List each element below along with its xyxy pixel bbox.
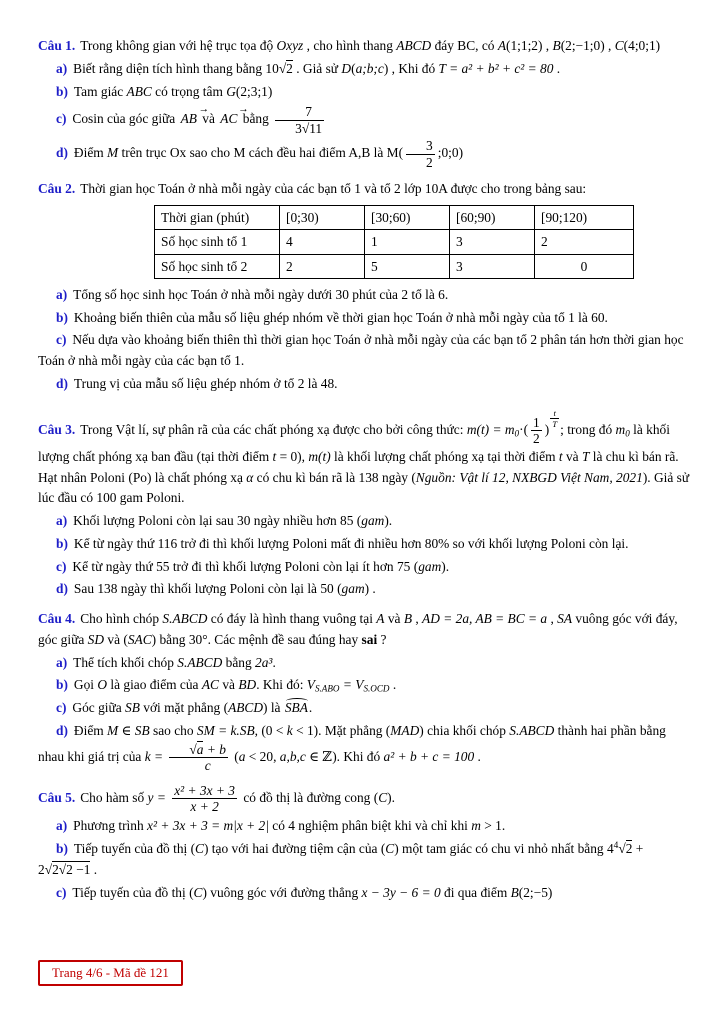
question-2-item-c-text: Nếu dựa vào khoảng biến thiên thì thời gian học Toán ở nhà mỗi ngày của các bạn tổ 2 phân tán hơn thời gian học Toán ở nhà mỗi ngày của các bạn tổ 1. (38, 332, 684, 369)
question-2-item-b-label: b) (56, 309, 68, 325)
question-4 (38, 609, 691, 773)
table-cell: 3 (450, 254, 535, 278)
question-1-item-d (38, 138, 691, 170)
table-cell: 0 (535, 254, 634, 278)
question-5-item-c-text: Tiếp tuyến của đồ thị (C) vuông góc với đường thẳng x − 3y − 6 = 0 đi qua điểm B(2;−5) (72, 884, 553, 900)
question-2-item-a (38, 285, 691, 306)
question-2-intro-text: Thời gian học Toán ở nhà mỗi ngày của các bạn tổ 1 và tổ 2 lớp 10A được cho trong bảng sau: (80, 180, 587, 196)
question-3-item-d-text: Sau 138 ngày thì khối lượng Poloni còn lại là 50 (gam) . (73, 581, 376, 597)
question-4-number: Câu 4. (38, 611, 76, 627)
question-4-item-d-label: d) (56, 723, 68, 739)
table-cell: 5 (365, 254, 450, 278)
question-1-item-a-text: Biết rằng diện tích hình thang bằng 10√2 . Giả sử D(a;b;c) , Khi đó T = a² + b² + c² = 80 . (73, 60, 561, 76)
question-1-header (38, 36, 691, 57)
table-cell: 2 (280, 254, 365, 278)
question-5-item-a-label: a) (56, 818, 68, 834)
question-4-header (38, 609, 691, 651)
question-4-item-c-label: c) (56, 700, 67, 716)
question-1-item-a (38, 59, 691, 80)
question-1-item-c-label: c) (56, 111, 67, 127)
question-2-item-d (38, 374, 691, 395)
question-2 (38, 179, 691, 395)
question-2-item-a-label: a) (56, 286, 68, 302)
question-5-item-b (38, 839, 691, 881)
question-5-item-a-text: Phương trình x² + 3x + 3 = m|x + 2| có 4 nghiệm phân biệt khi và chỉ khi m > 1. (73, 818, 506, 834)
table-row (155, 230, 634, 254)
question-5-number: Câu 5. (38, 789, 76, 805)
question-2-item-b (38, 308, 691, 329)
question-4-item-a-text: Thể tích khối chóp S.ABCD bằng 2a³. (73, 654, 276, 670)
table-row (155, 205, 634, 229)
question-1-item-b-text: Tam giác ABC có trọng tâm G(2;3;1) (73, 83, 273, 99)
question-2-item-b-text: Khoảng biến thiên của mẫu số liệu ghép nhóm về thời gian học Toán ở nhà mỗi ngày của tổ 1 là 60. (73, 309, 608, 325)
question-3-item-b-text: Kể từ ngày thứ 116 trở đi thì khối lượng Poloni mất đi nhiều hơn 80% so với khối lượng Poloni còn lại. (73, 535, 629, 551)
question-3-item-a-text: Khối lượng Poloni còn lại sau 30 ngày nhiều hơn 85 (gam). (73, 513, 393, 529)
question-3-item-b-label: b) (56, 535, 68, 551)
table-cell: Số học sinh tổ 1 (155, 230, 280, 254)
question-4-item-c (38, 698, 691, 719)
page-footer-text: Trang 4/6 - Mã đề 121 (52, 965, 169, 980)
question-4-intro-text: Cho hình chóp S.ABCD có đáy là hình thang vuông tại A và B , AD = 2a, AB = BC = a , SA vuông góc với đáy, góc giữa SD và (SAC) bằng 30°. Các mệnh đề sau đúng hay sai ? (38, 611, 678, 647)
table-cell: 2 (535, 230, 634, 254)
table-cell: [0;30) (280, 205, 365, 229)
question-3-item-d-label: d) (56, 581, 68, 597)
question-1-item-c-text: Cosin của góc giữa AB → và AC → bằng $\frac{7}{3√11}$ (72, 111, 327, 126)
question-4-item-d (38, 721, 691, 774)
question-1-item-d-label: d) (56, 145, 68, 161)
question-4-item-c-text: Góc giữa SB với mặt phẳng (ABCD) là SBA. (72, 700, 313, 716)
question-1-item-b (38, 82, 691, 103)
question-3-item-a (38, 511, 691, 532)
question-1-item-c (38, 104, 691, 136)
question-4-item-b-text: Gọi O là giao điểm của AC và BD. Khi đó: $V_{S.ABO} = V_{S.OCD}$ . (73, 677, 397, 694)
question-2-number: Câu 2. (38, 180, 76, 196)
question-3-intro-text: Trong Vật lí, sự phân rã của các chất phóng xạ được cho bởi công thức: $m(t) = m_0\cdot$( $\frac{1}{2}$ ) $\frac{t}{T}$ ; trong đó $m_0$ là khối lượng chất phóng xạ ban đầu (tại thời điểm t = 0), m(t) là khối lượng chất phóng xạ tại thời điểm t và T là chu kì bán rã. Hạt nhân Poloni (Po) là chất phóng xạ α có chu kì bán rã là 138 ngày (Nguồn: Vật lí 12, NXBGD Việt Nam, 2021). Giả sử lúc đầu có 100 gam Poloni. (38, 407, 690, 506)
question-5-item-c-label: c) (56, 884, 67, 900)
question-3-item-b (38, 534, 691, 555)
question-5-intro-text: Cho hàm số y = $\frac{\text{x² + 3x + 3}}{x + 2}$ có đồ thị là đường cong (C). (80, 782, 395, 814)
table-cell: [60;90) (450, 205, 535, 229)
question-1-item-b-label: b) (56, 83, 68, 99)
table-cell: Thời gian (phút) (155, 205, 280, 229)
question-2-item-d-text: Trung vị của mẫu số liệu ghép nhóm ở tổ 2 là 48. (73, 376, 338, 392)
question-1-number: Câu 1. (38, 38, 76, 53)
question-2-item-c-label: c) (56, 332, 67, 348)
question-1-item-a-label: a) (56, 60, 68, 76)
question-4-item-a-label: a) (56, 654, 68, 670)
question-3-item-d (38, 579, 691, 600)
question-4-item-a (38, 653, 691, 674)
question-3-item-c-label: c) (56, 558, 67, 574)
question-1-item-d-text: Điểm M trên trục Ox sao cho M cách đều hai điểm A,B là M( $\frac{3}{2}$ ;0;0) (73, 138, 464, 170)
question-3-item-c-text: Kể từ ngày thứ 55 trở đi thì khối lượng Poloni còn lại ít hơn 75 (gam). (72, 558, 450, 574)
question-3 (38, 408, 691, 600)
table-cell: Số học sinh tổ 2 (155, 254, 280, 278)
question-4-item-b (38, 675, 691, 696)
question-2-header (38, 179, 691, 200)
question-3-number: Câu 3. (38, 422, 76, 437)
question-1-intro-text: Trong không gian với hệ trục tọa độ Oxyz , cho hình thang ABCD đáy BC, có A(1;1;2) , B(2;−1;0) , C(4;0;1) (80, 38, 661, 53)
table-cell: 4 (280, 230, 365, 254)
question-3-item-a-label: a) (56, 513, 68, 529)
table-cell: 3 (450, 230, 535, 254)
page-footer (38, 960, 183, 986)
question-5-item-c (38, 883, 691, 904)
table-cell: [30;60) (365, 205, 450, 229)
question-3-item-c (38, 557, 691, 578)
table-cell: [90;120) (535, 205, 634, 229)
question-5-header (38, 783, 691, 815)
question-1 (38, 36, 691, 170)
question-4-item-b-label: b) (56, 677, 68, 693)
question-2-item-a-text: Tổng số học sinh học Toán ở nhà mỗi ngày dưới 30 phút của 2 tổ là 6. (73, 286, 449, 302)
question-5 (38, 783, 691, 904)
question-5-item-b-text: Tiếp tuyến của đồ thị (C) tạo với hai đường tiệm cận của (C) một tam giác có chu vi nhỏ nhất bằng $4^4√2 + 2√2√2 -1$ . (38, 841, 644, 878)
question-5-item-b-label: b) (56, 841, 68, 857)
table-row (155, 254, 634, 278)
question-3-header (38, 408, 691, 509)
question-2-item-c (38, 330, 691, 372)
question-2-item-d-label: d) (56, 376, 68, 392)
question-5-item-a (38, 816, 691, 837)
question-4-item-d-text: Điểm M ∈ SB sao cho SM = k.SB, (0 < k < 1). Mặt phẳng (MAD) chia khối chóp S.ABCD thành hai phần bằng nhau khi giá trị của k = $\frac{√a + b}{c}$ (a < 20, a,b,c ∈ ℤ). Khi đó a² + b + c = 100 . (38, 723, 666, 774)
table-cell: 1 (365, 230, 450, 254)
study-time-table (154, 205, 634, 279)
